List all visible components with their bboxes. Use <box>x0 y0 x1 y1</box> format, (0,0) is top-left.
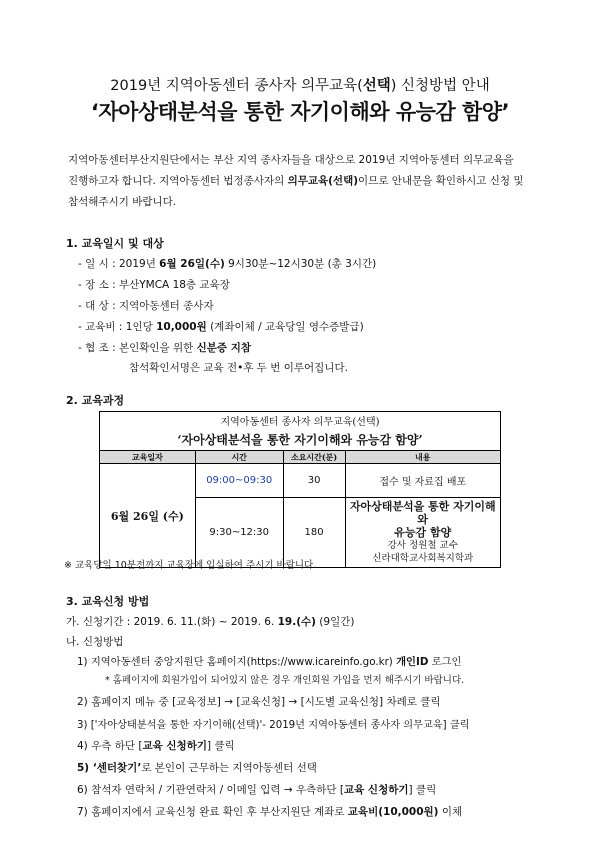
step-1-note: * 홈페이지에 회원가입이 되어있지 않은 경우 개인회원 가입을 먼저 해주시기 바랍니다. <box>105 675 465 686</box>
section3-heading: 3. 교육신청 방법 <box>66 595 150 608</box>
step-7: 7) 홈페이지에서 교육신청 완료 확인 후 부산지원단 계좌로 교육비(10,000원) 이체 <box>77 806 463 818</box>
section2-heading: 2. 교육과정 <box>66 394 125 407</box>
header-date: 교육일자 <box>100 451 196 464</box>
step-2: 2) 홈페이지 메뉴 중 [교육정보] → [교육신청] → [시도별 교육신청] 차례로 클릭 <box>77 696 441 708</box>
session-content <box>345 498 501 568</box>
info-place: - 장 소 : 부산YMCA 18층 교육장 <box>78 279 230 291</box>
session-minutes: 30 <box>283 464 345 498</box>
session-time: 9:30~12:30 <box>195 498 283 568</box>
session-time: 09:00~09:30 <box>195 464 283 498</box>
step-3: 3) ['자아상태분석을 통한 자기이해(선택)'- 2019년 지역아동센터 종사자 의무교육] 클릭 <box>77 720 470 731</box>
lecturer-affiliation: 신라대학교사회복지학과 <box>372 553 474 564</box>
session-date: 6월 26일 (수) <box>100 464 196 568</box>
lecturer: 강사 정원철 교수 <box>387 540 458 551</box>
section1-heading: 1. 교육일시 및 대상 <box>66 237 164 250</box>
header-content: 내용 <box>345 451 501 464</box>
application-period: 가. 신청기간 : 2019. 6. 11.(화) ~ 2019. 6. 19.(수) (9일간) <box>66 616 355 628</box>
table-title: 지역아동센터 종사자 의무교육(선택) <box>100 412 501 430</box>
info-fee: - 교육비 : 1인당 10,000원 (계좌이체 / 교육당일 영수증발급) <box>78 321 364 333</box>
info-cooperation: - 협 조 : 본인확인을 위한 신분증 지참 <box>78 342 252 354</box>
session-content: 접수 및 자료집 배포 <box>345 464 501 498</box>
step-6: 6) 참석자 연락처 / 기관연락처 / 이메일 입력 → 우측하단 [교육 신청하기] 클릭 <box>77 784 437 796</box>
table-row <box>100 464 501 498</box>
table-subtitle: ‘자아상태분석을 통한 자기이해와 유능감 함양’ <box>100 429 501 451</box>
step-4: 4) 우측 하단 [교육 신청하기] 클릭 <box>77 740 235 752</box>
step-1: 1) 지역아동센터 중앙지원단 홈페이지(https://www.icareinfo.go.kr) 개인ID 로그인 <box>77 656 462 668</box>
page-title: ‘자아상태분석을 통한 자기이해와 유능감 함양’ <box>90 100 510 124</box>
step-5: 5) ‘센터찾기’로 본인이 근무하는 지역아동센터 선택 <box>77 762 317 774</box>
header-minutes: 소요시간(분) <box>283 451 345 464</box>
table-header-row <box>100 451 501 464</box>
info-date: - 일 시 : 2019년 6월 26일(수) 9시30분~12시30분 (총 3시간) <box>78 258 377 270</box>
session-minutes: 180 <box>283 498 345 568</box>
table-note: ※ 교육당일 10분전까지 교육장에 입실하여 주시기 바랍니다. <box>64 560 317 571</box>
schedule-table <box>99 411 501 568</box>
application-method-label: 나. 신청방법 <box>66 636 124 648</box>
intro-paragraph: 지역아동센터부산지원단에서는 부산 지역 종사자들을 대상으로 2019년 지역아동센터 의무교육을 진행하고자 합니다. 지역아동센터 법정종사자의 의무교육(선택)이므로 안내문을 확인하시고 신청 및 참석해주시기 바랍니다. <box>68 154 524 208</box>
info-cooperation-note: 참석확인서명은 교육 전•후 두 번 이루어집니다. <box>129 362 348 374</box>
info-target: - 대 상 : 지역아동센터 종사자 <box>78 300 214 312</box>
content-title-line2: 유능감 함양 <box>394 526 452 539</box>
header-time: 시간 <box>195 451 283 464</box>
content-title-line1: 자아상태분석을 통한 자기이해와 <box>349 500 496 526</box>
page-subtitle: 2019년 지역아동센터 종사자 의무교육(선택) 신청방법 안내 <box>110 78 490 94</box>
